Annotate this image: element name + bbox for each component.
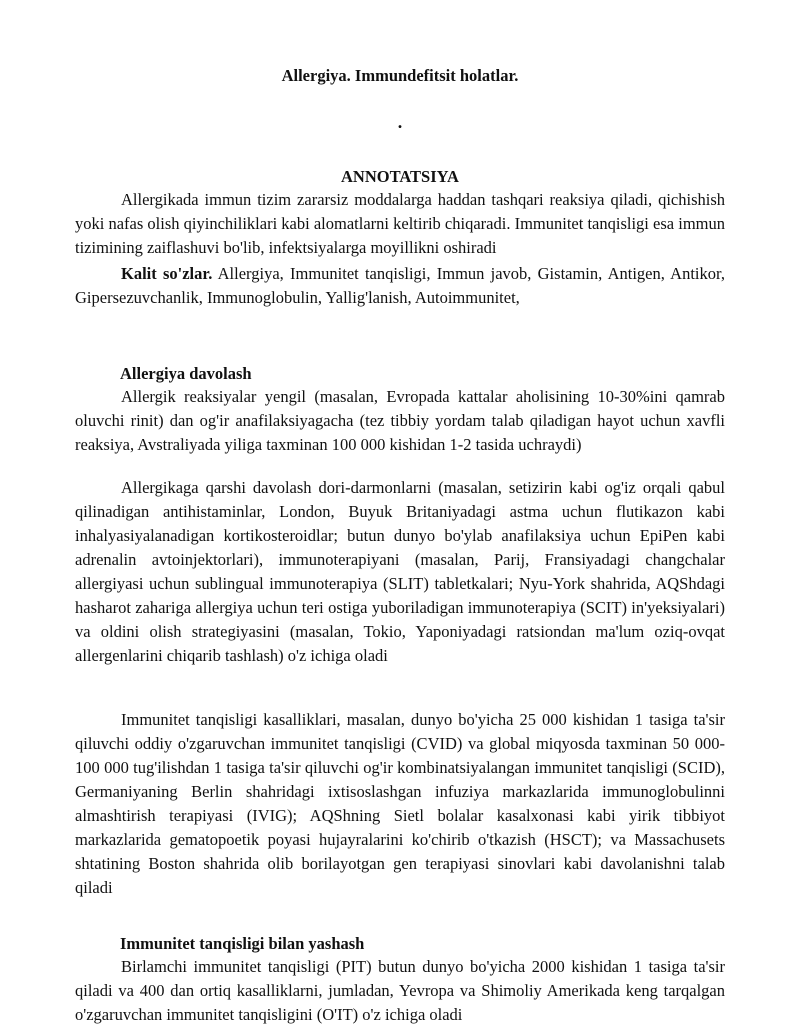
annotation-paragraph: Allergikada immun tizim zararsiz moddalarga haddan tashqari reaksiya qiladi, qichishish yoki nafas olish qiyinchiliklari kabi alomatlarni keltirib chiqaradi. Immunitet tanqisligi esa immun tizimining zaiflashuvi bo'lib, infektsiyalarga moyillikni oshiradi (75, 190, 725, 257)
section-heading-living-with-immunodeficiency: Immunitet tanqisligi bilan yashash (120, 934, 365, 953)
section-heading-allergy-treatment: Allergiya davolash (120, 364, 252, 383)
annotation-heading: ANNOTATSIYA (341, 167, 459, 186)
section1-paragraph-1: Allergik reaksiyalar yengil (masalan, Evropada kattalar aholisining 10-30%ini qamrab oluvchi rinit) dan og'ir anafilaksiyagacha (tez tibbiy yordam talab qiladigan hayot uchun xavfli reaksiya, Avstraliyada yiliga taxminan 100 000 kishidan 1-2 tasida uchraydi) (75, 387, 725, 454)
section2-paragraph-1: Birlamchi immunitet tanqisligi (PIT) butun dunyo bo'yicha 2000 kishidan 1 tasiga ta'sir qiladi va 400 dan ortiq kasalliklarni, jumladan, Yevropa va Shimoliy Amerikada keng tarqalgan o'zgaruvchan immunitet tanqisligini (O'IT) o'z ichiga oladi (75, 957, 725, 1024)
section1-paragraph-3: Immunitet tanqisligi kasalliklari, masalan, dunyo bo'yicha 25 000 kishidan 1 tasiga ta'sir qiluvchi oddiy o'zgaruvchan immunitet tanqisligi (CVID) va global miqyosda taxminan 50 000-100 000 tug'ilishdan 1 tasiga ta'sir qiluvchi og'ir kombinatsiyalangan immunitet tanqisligi (SCID), Germaniyaning Berlin shahridagi ixtisoslashgan infuziya markazlarida immunoglobulinni almashtirish terapiyasi (IVIG); AQShning Sietl bolalar kasalxonasi kabi yirik tibbiyot markazlarida gematopoetik poyasi hujayralarini ko'chirib o'tkazish (HSCT); va Massachusets shtatining Boston shahrida olib borilayotgan gen terapiyasi sinovlari kabi davolanishni talab qiladi (75, 710, 725, 897)
section1-paragraph-2: Allergikaga qarshi davolash dori-darmonlarni (masalan, setizirin kabi og'iz orqali qabul qilinadigan antihistaminlar, London, Buyuk Britaniyadagi astma uchun flutikazon kabi inhalyasiyalanadigan kortikosteroidlar; butun dunyo bo'ylab anafilaksiya uchun EpiPen kabi adrenalin avtoinjektorlari), immunoterapiyani (masalan, Parij, Fransiyadagi changchalar allergiyasi uchun sublingual immunoterapiya (SLIT) tabletkalari; Nyu-York shahrida, AQShdagi hasharot zahariga allergiya uchun teri ostiga yuboriladigan immunoterapiya (SCIT) in'yeksiyalari) va oldini olish strategiyasini (masalan, Tokio, Yaponiyadagi ratsiondan ma'lum oziq-ovqat allergenlarini chiqarib tashlash) o'z ichiga oladi (75, 478, 725, 665)
title-dot: . (397, 112, 403, 132)
keywords-text: Allergiya, Immunitet tanqisligi, Immun javob, Gistamin, Antigen, Antikor, Gipersezuvchanlik, Immunoglobulin, Yallig'lanish, Autoimmunitet, (75, 264, 725, 307)
document-title: Allergiya. Immundefitsit holatlar. (281, 66, 519, 85)
keywords-paragraph (75, 262, 725, 310)
keywords-label: Kalit so'zlar. (121, 264, 213, 283)
